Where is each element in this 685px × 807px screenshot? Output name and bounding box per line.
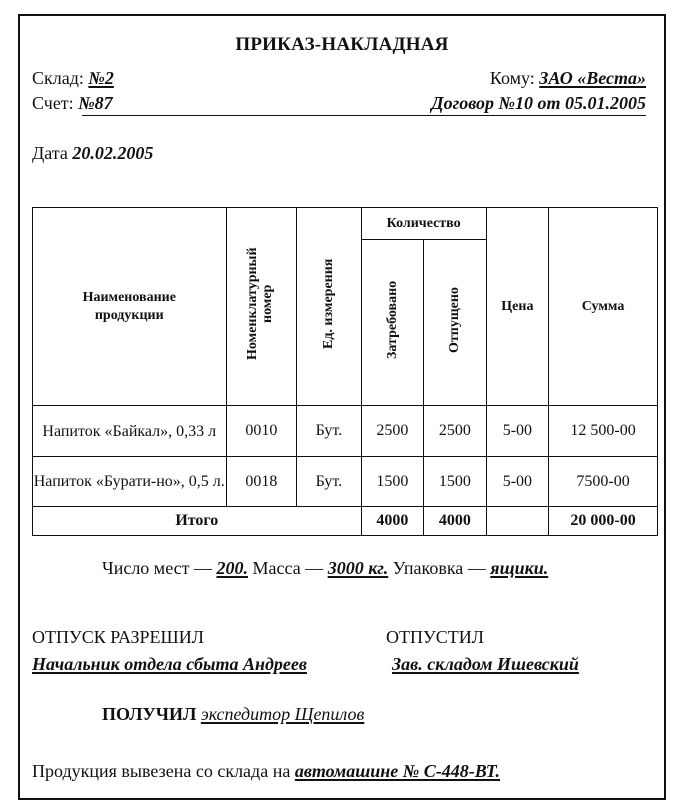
document-title: ПРИКАЗ-НАКЛАДНАЯ <box>235 34 449 55</box>
table-row <box>33 457 658 507</box>
transport-value: автомашине № С-448-ВТ. <box>294 761 501 781</box>
header-requested: Затребовано <box>361 240 424 406</box>
recipient-value: ЗАО «Веста» <box>539 68 646 88</box>
account-value: №87 <box>78 93 113 113</box>
header-unit: Ед. измерения <box>297 208 362 406</box>
released-label: ОТПУСТИЛ <box>386 627 484 647</box>
received-label: ПОЛУЧИЛ <box>102 704 197 724</box>
table-row <box>33 406 658 457</box>
document-frame <box>18 14 666 800</box>
cell-name: Напиток «Байкал», 0,33 л <box>33 406 227 457</box>
header-row-1 <box>33 208 658 240</box>
contract-value: Договор №10 от 05.01.2005 <box>431 93 646 113</box>
recipient-line <box>490 68 646 89</box>
summary-line <box>102 558 548 579</box>
total-released: 4000 <box>424 507 487 536</box>
allowed-value: Начальник отдела сбыта Андреев <box>32 654 307 674</box>
places-label: Число мест — <box>102 558 212 578</box>
packing-label: Упаковка — <box>392 558 486 578</box>
places-value: 200. <box>216 558 248 578</box>
header-price: Цена <box>486 208 549 406</box>
cell-released: 1500 <box>424 457 487 507</box>
header-quantity: Количество <box>361 208 486 240</box>
total-price <box>486 507 549 536</box>
cell-item-number: 0018 <box>226 457 297 507</box>
cell-price: 5-00 <box>486 406 549 457</box>
packing-value: ящики. <box>490 558 549 578</box>
total-row <box>33 507 658 536</box>
warehouse-value: №2 <box>88 68 114 88</box>
cell-price: 5-00 <box>486 457 549 507</box>
warehouse-line <box>32 68 114 89</box>
transport-line <box>32 761 500 782</box>
total-sum: 20 000-00 <box>549 507 658 536</box>
cell-unit: Бут. <box>297 406 362 457</box>
date-label: Дата <box>32 143 68 163</box>
cell-sum: 12 500-00 <box>549 406 658 457</box>
mass-label: Масса — <box>252 558 324 578</box>
cell-released: 2500 <box>424 406 487 457</box>
recipient-label: Кому: <box>489 68 535 88</box>
cell-requested: 1500 <box>361 457 424 507</box>
date-line <box>32 143 153 164</box>
cell-unit: Бут. <box>297 457 362 507</box>
cell-requested: 2500 <box>361 406 424 457</box>
account-underline <box>82 115 646 116</box>
cell-sum: 7500-00 <box>549 457 658 507</box>
mass-value: 3000 кг. <box>327 558 389 578</box>
items-table <box>32 207 658 536</box>
date-value: 20.02.2005 <box>72 143 154 163</box>
cell-item-number: 0010 <box>226 406 297 457</box>
account-line <box>32 93 113 114</box>
received-line <box>102 704 364 725</box>
allowed-label: ОТПУСК РАЗРЕШИЛ <box>32 627 204 647</box>
total-label: Итого <box>33 507 362 536</box>
header-item-number: Номенклатурный номер <box>226 208 297 406</box>
transport-label: Продукция вывезена со склада на <box>32 761 291 781</box>
header-name: Наименование продукции <box>33 208 227 406</box>
released-value: Зав. складом Ишевский <box>392 654 579 674</box>
cell-name: Напиток «Бурати-но», 0,5 л. <box>33 457 227 507</box>
header-sum: Сумма <box>549 208 658 406</box>
received-value: экспедитор Щепилов <box>200 704 365 724</box>
header-released: Отпущено <box>424 240 487 406</box>
total-requested: 4000 <box>361 507 424 536</box>
warehouse-label: Склад: <box>32 68 84 88</box>
account-label: Счет: <box>32 93 74 113</box>
